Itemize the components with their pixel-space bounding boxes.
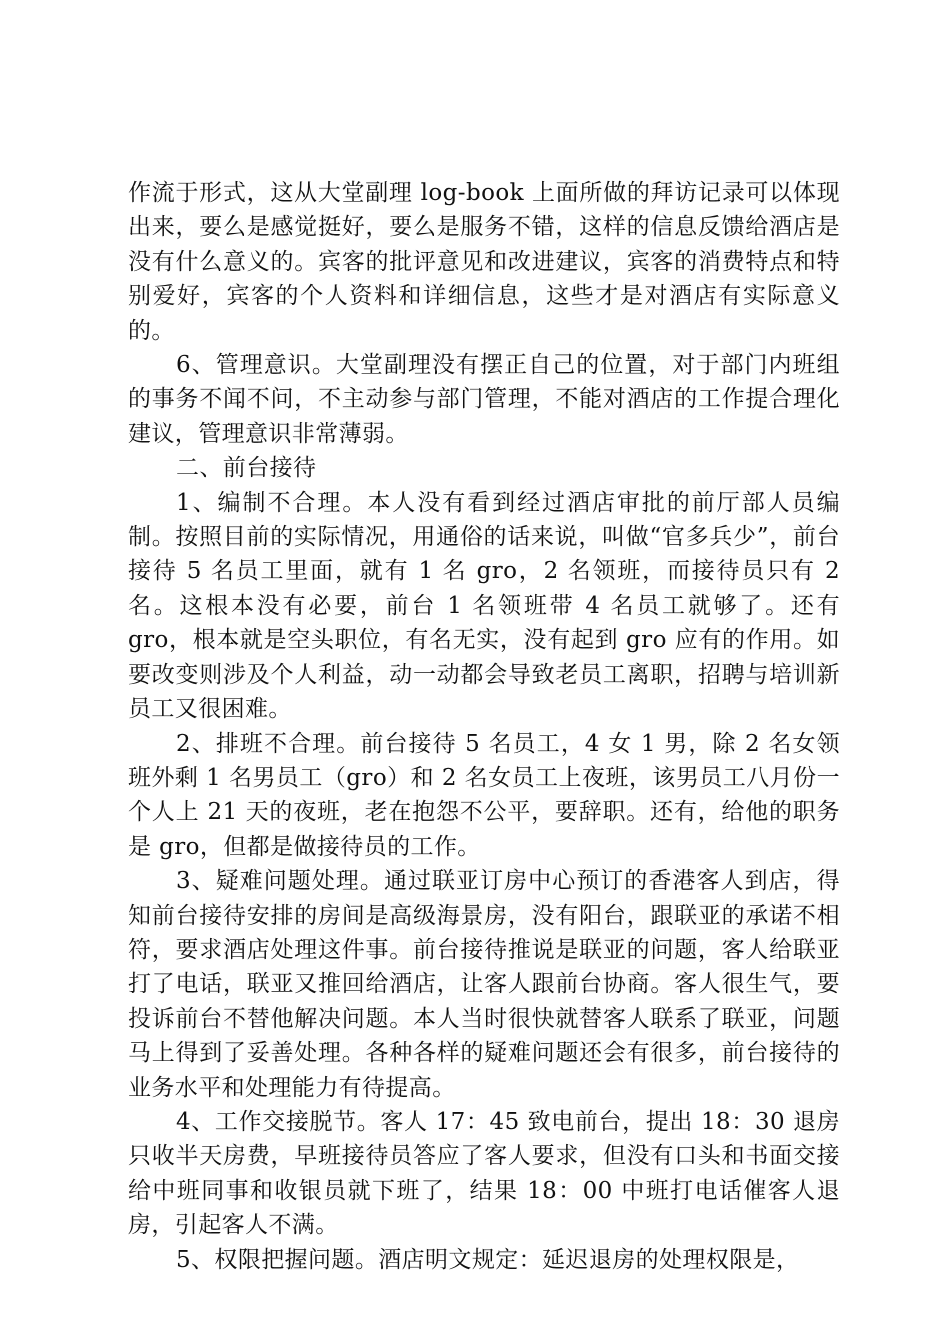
paragraph-authority: 5、权限把握问题。酒店明文规定：延迟退房的处理权限是， bbox=[176, 1246, 800, 1273]
document-body bbox=[128, 176, 840, 1277]
paragraph-shift-handover: 4、工作交接脱节。客人 17：45 致电前台，提出 18：30 退房只收半天房费，早班接待员答应了客人要求，但没有口头和书面交接给中班同事和收银员就下班了，结果 18：00 中班打电话催客人退房，引起客人不满。 bbox=[128, 1108, 840, 1239]
paragraph-scheduling: 2、排班不合理。前台接待 5 名员工，4 女 1 男，除 2 名女领班外剩 1 名男员工（gro）和 2 名女员工上夜班，该男员工八月份一个人上 21 天的夜班，老在抱怨不公平，要辞职。还有，给他的职务是 gro，但都是做接待员的工作。 bbox=[128, 730, 840, 860]
paragraph-management-awareness: 6、管理意识。大堂副理没有摆正自己的位置，对于部门内班组的事务不闻不问，不主动参与部门管理，不能对酒店的工作提合理化建议，管理意识非常薄弱。 bbox=[128, 352, 840, 447]
paragraph-problem-handling: 3、疑难问题处理。通过联亚订房中心预订的香港客人到店，得知前台接待安排的房间是高级海景房，没有阳台，跟联亚的承诺不相符，要求酒店处理这件事。前台接待推说是联亚的问题，客人给联亚打了电话，联亚又推回给酒店，让客人跟前台协商。客人很生气，要投诉前台不替他解决问题。本人当时很快就替客人联系了联亚，问题马上得到了妥善处理。各种各样的疑难问题还会有很多，前台接待的业务水平和处理能力有待提高。 bbox=[128, 868, 840, 1101]
paragraph-staffing: 1、编制不合理。本人没有看到经过酒店审批的前厅部人员编制。按照目前的实际情况，用通俗的话来说，叫做“官多兵少”，前台接待 5 名员工里面，就有 1 名 gro，2 名领班，而接待员只有 2 名。这根本没有必要，前台 1 名领班带 4 名员工就够了。还有 gro，根本就是空头职位，有名无实，没有起到 gro 应有的作用。如要改变则涉及个人利益，动一动都会导致老员工离职，招聘与培训新员工又很困难。 bbox=[128, 489, 840, 723]
section-heading-front-desk: 二、前台接待 bbox=[176, 455, 317, 482]
paragraph-continuation: 作流于形式，这从大堂副理 log-book 上面所做的拜访记录可以体现出来，要么是感觉挺好，要么是服务不错，这样的信息反馈给酒店是没有什么意义的。宾客的批评意见和改进建议，宾客的消费特点和特别爱好，宾客的个人资料和详细信息，这些才是对酒店有实际意义的。 bbox=[128, 180, 840, 344]
